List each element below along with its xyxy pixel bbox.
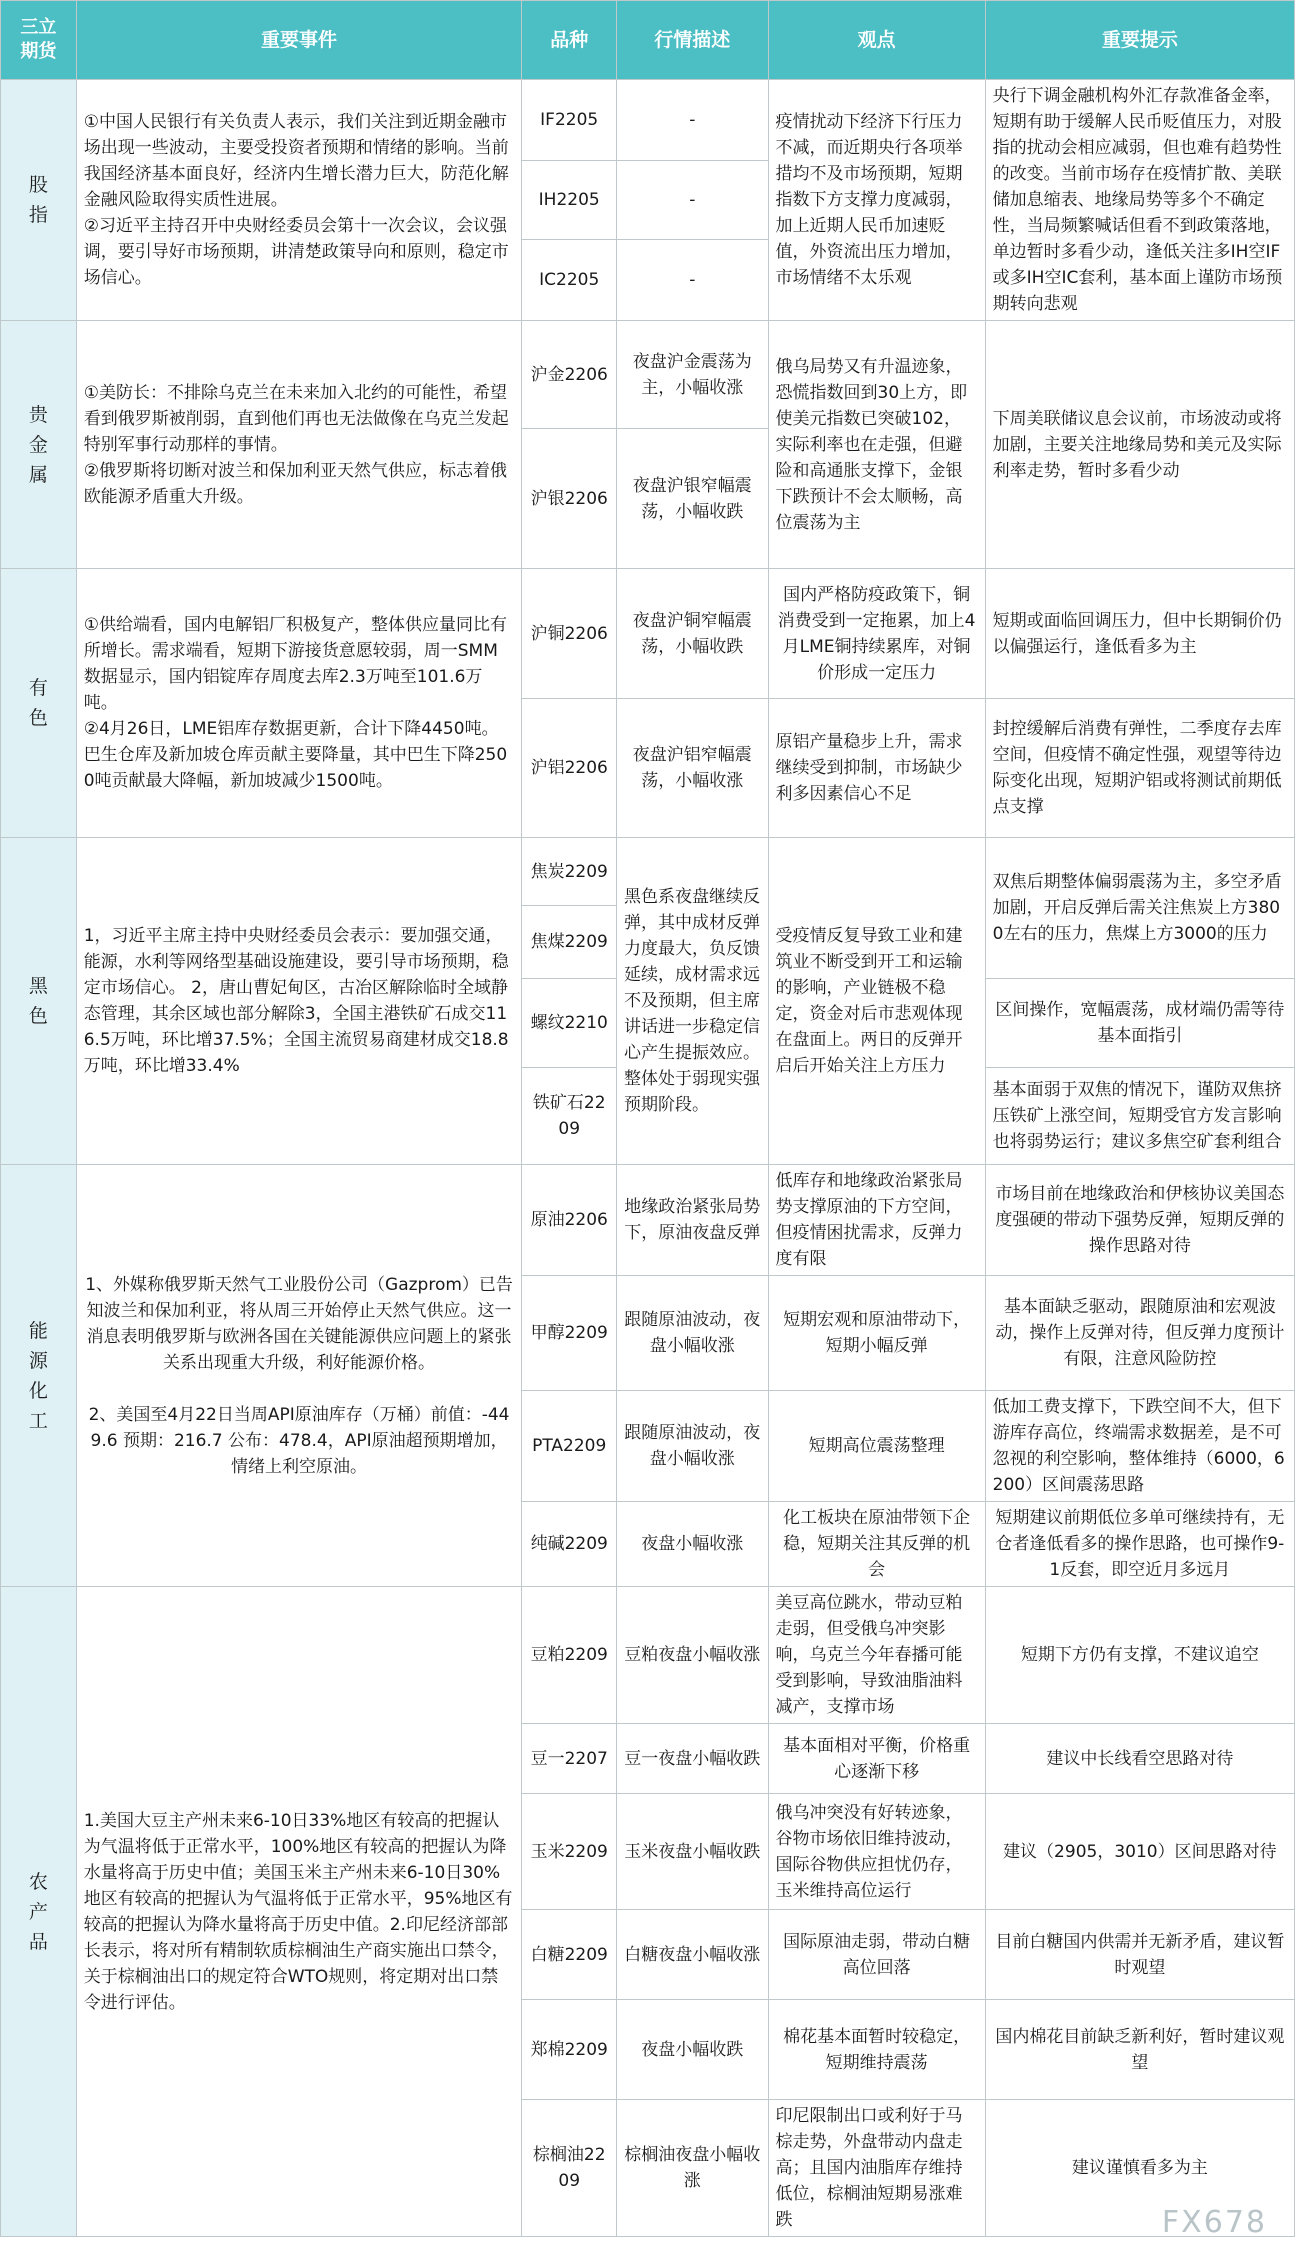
market-cell: 夜盘沪银窄幅震荡，小幅收跌 bbox=[617, 429, 768, 569]
table-row bbox=[1, 838, 1295, 906]
tip-cell: 央行下调金融机构外汇存款准备金率，短期有助于缓解人民币贬值压力，对股指的扰动会相应减弱，但也难有趋势性的改变。当前市场存在疫情扩散、美联储加息缩表、地缘局势等多个不确定性，当局频繁喊话但看不到政策落地，单边暂时多看少动，逢低关注多IH空IF或多IH空IC套利，基本面上谨防市场预期转向悲观 bbox=[985, 80, 1294, 321]
view-cell: 受疫情反复导致工业和建筑业不断受到开工和运输的影响，产业链极不稳定，资金对后市悲观体现在盘面上。两日的反弹开启后开始关注上方压力 bbox=[768, 838, 985, 1165]
tip-cell: 建议（2905，3010）区间思路对待 bbox=[985, 1794, 1294, 1910]
event-precious-metals: ①美防长：不排除乌克兰在未来加入北约的可能性，希望看到俄罗斯被削弱，直到他们再也无法做像在乌克兰发起特别军事行动那样的事情。 ②俄罗斯将切断对波兰和保加利亚天然气供应，标志着俄欧能源矛盾重大升级。 bbox=[76, 321, 522, 569]
tip-cell: 建议谨慎看多为主 bbox=[985, 2100, 1294, 2237]
market-cell: - bbox=[617, 160, 768, 239]
brand-logo: 三立 期货 bbox=[1, 1, 77, 80]
variety-cell: 郑棉2209 bbox=[522, 2000, 617, 2100]
market-cell: 玉米夜盘小幅收跌 bbox=[617, 1794, 768, 1910]
tip-cell: 建议中长线看空思路对待 bbox=[985, 1724, 1294, 1794]
variety-cell: 纯碱2209 bbox=[522, 1502, 617, 1587]
view-cell: 国内严格防疫政策下，铜消费受到一定拖累，加上4月LME铜持续累库，对铜价形成一定压力 bbox=[768, 569, 985, 699]
sector-energy-chemical: 能 源 化 工 bbox=[1, 1165, 77, 1587]
tip-cell: 低加工费支撑下，下跌空间不大，但下游库存高位，终端需求数据差，是不可忽视的利空影响，整体维持（6000，6200）区间震荡思路 bbox=[985, 1391, 1294, 1502]
market-cell: 白糖夜盘小幅收涨 bbox=[617, 1910, 768, 2000]
sector-ferrous: 黑 色 bbox=[1, 838, 77, 1165]
view-cell: 短期高位震荡整理 bbox=[768, 1391, 985, 1502]
variety-cell: 沪铝2206 bbox=[522, 699, 617, 838]
table-row bbox=[1, 569, 1295, 699]
tip-cell: 短期建议前期低位多单可继续持有，无仓者逢低看多的操作思路，也可操作9-1反套，即空近月多远月 bbox=[985, 1502, 1294, 1587]
tip-cell: 目前白糖国内供需并无新矛盾，建议暂时观望 bbox=[985, 1910, 1294, 2000]
variety-cell: IF2205 bbox=[522, 80, 617, 161]
tip-cell: 市场目前在地缘政治和伊核协议美国态度强硬的带动下强势反弹，短期反弹的操作思路对待 bbox=[985, 1165, 1294, 1276]
variety-cell: 甲醇2209 bbox=[522, 1276, 617, 1391]
variety-cell: 棕榈油2209 bbox=[522, 2100, 617, 2237]
variety-cell: IC2205 bbox=[522, 240, 617, 321]
event-energy-chemical: 1、外媒称俄罗斯天然气工业股份公司（Gazprom）已告知波兰和保加利亚，将从周三开始停止天然气供应。这一消息表明俄罗斯与欧洲各国在关键能源供应问题上的紧张关系出现重大升级，利好能源价格。 2、美国至4月22日当周API原油库存（万桶）前值：-449.6 预期：216.7 公布：478.4，API原油超预期增加，情绪上利空原油。 bbox=[76, 1165, 522, 1587]
sector-nonferrous: 有 色 bbox=[1, 569, 77, 838]
market-cell: - bbox=[617, 240, 768, 321]
market-cell: 黑色系夜盘继续反弹，其中成材反弹力度最大，负反馈延续，成材需求远不及预期，但主席讲话进一步稳定信心产生提振效应。整体处于弱现实强预期阶段。 bbox=[617, 838, 768, 1165]
view-cell: 俄乌冲突没有好转迹象，谷物市场依旧维持波动，国际谷物供应担忧仍存，玉米维持高位运行 bbox=[768, 1794, 985, 1910]
market-cell: 夜盘沪铜窄幅震荡，小幅收跌 bbox=[617, 569, 768, 699]
variety-cell: 螺纹2210 bbox=[522, 979, 617, 1068]
market-cell: 跟随原油波动，夜盘小幅收涨 bbox=[617, 1391, 768, 1502]
table-row bbox=[1, 321, 1295, 429]
view-cell: 低库存和地缘政治紧张局势支撑原油的下方空间，但疫情困扰需求，反弹力度有限 bbox=[768, 1165, 985, 1276]
tip-cell: 短期或面临回调压力，但中长期铜价仍以偏强运行，逢低看多为主 bbox=[985, 569, 1294, 699]
variety-cell: 焦炭2209 bbox=[522, 838, 617, 906]
header-variety: 品种 bbox=[522, 1, 617, 80]
view-cell: 化工板块在原油带领下企稳，短期关注其反弹的机会 bbox=[768, 1502, 985, 1587]
tip-cell: 封控缓解后消费有弹性，二季度存去库空间，但疫情不确定性强，观望等待边际变化出现，短期沪铝或将测试前期低点支撑 bbox=[985, 699, 1294, 838]
variety-cell: 焦煤2209 bbox=[522, 906, 617, 979]
market-cell: - bbox=[617, 80, 768, 161]
view-cell: 短期宏观和原油带动下，短期小幅反弹 bbox=[768, 1276, 985, 1391]
tip-cell: 双焦后期整体偏弱震荡为主，多空矛盾加剧，开启反弹后需关注焦炭上方3800左右的压力，焦煤上方3000的压力 bbox=[985, 838, 1294, 979]
tip-cell: 基本面缺乏驱动，跟随原油和宏观波动，操作上反弹对待，但反弹力度预计有限，注意风险防控 bbox=[985, 1276, 1294, 1391]
tip-cell: 短期下方仍有支撑，不建议追空 bbox=[985, 1587, 1294, 1724]
event-stock-index: ①中国人民银行有关负责人表示，我们关注到近期金融市场出现一些波动，主要受投资者预期和情绪的影响。当前我国经济基本面良好，经济内生增长潜力巨大，防范化解金融风险取得实质性进展。 ②习近平主持召开中央财经委员会第十一次会议，会议强调，要引导好市场预期，讲清楚政策导向和原则，稳定市场信心。 bbox=[76, 80, 522, 321]
table-row bbox=[1, 80, 1295, 161]
variety-cell: 玉米2209 bbox=[522, 1794, 617, 1910]
table-header bbox=[1, 1, 1295, 80]
market-cell: 棕榈油夜盘小幅收涨 bbox=[617, 2100, 768, 2237]
view-cell: 美豆高位跳水，带动豆粕走弱，但受俄乌冲突影响，乌克兰今年春播可能受到影响，导致油脂油料减产，支撑市场 bbox=[768, 1587, 985, 1724]
sector-agriculture: 农 产 品 bbox=[1, 1587, 77, 2237]
variety-cell: 白糖2209 bbox=[522, 1910, 617, 2000]
event-nonferrous: ①供给端看，国内电解铝厂积极复产，整体供应量同比有所增长。需求端看，短期下游接货意愿较弱，周一SMM数据显示，国内铝锭库存周度去库2.3万吨至101.6万吨。 ②4月26日，LME铝库存数据更新，合计下降4450吨。巴生仓库及新加坡仓库贡献主要降量，其中巴生下降2500吨贡献最大降幅，新加坡减少1500吨。 bbox=[76, 569, 522, 838]
market-cell: 夜盘沪铝窄幅震荡，小幅收涨 bbox=[617, 699, 768, 838]
table-row bbox=[1, 1165, 1295, 1276]
market-cell: 夜盘小幅收跌 bbox=[617, 2000, 768, 2100]
variety-cell: PTA2209 bbox=[522, 1391, 617, 1502]
sector-stock-index: 股 指 bbox=[1, 80, 77, 321]
variety-cell: 铁矿石2209 bbox=[522, 1068, 617, 1165]
tip-cell: 国内棉花目前缺乏新利好，暂时建议观望 bbox=[985, 2000, 1294, 2100]
header-tip: 重要提示 bbox=[985, 1, 1294, 80]
variety-cell: 沪金2206 bbox=[522, 321, 617, 429]
event-agriculture: 1.美国大豆主产州未来6-10日33%地区有较高的把握认为气温将低于正常水平，100%地区有较高的把握认为降水量将高于历史中值；美国玉米主产州未来6-10日30%地区有较高的把握认为气温将低于正常水平，95%地区有较高的把握认为降水量将高于历史中值。2.印尼经济部部长表示，将对所有精制软质棕榈油生产商实施出口禁令，关于棕榈油出口的规定符合WTO规则，将定期对出口禁令进行评估。 bbox=[76, 1587, 522, 2237]
market-cell: 跟随原油波动，夜盘小幅收涨 bbox=[617, 1276, 768, 1391]
view-cell: 棉花基本面暂时较稳定，短期维持震荡 bbox=[768, 2000, 985, 2100]
market-cell: 豆一夜盘小幅收跌 bbox=[617, 1724, 768, 1794]
watermark-logo: FX678 bbox=[1161, 2205, 1267, 2240]
view-cell: 印尼限制出口或利好于马棕走势，外盘带动内盘走高；且国内油脂库存维持低位，棕榈油短期易涨难跌 bbox=[768, 2100, 985, 2237]
variety-cell: 沪银2206 bbox=[522, 429, 617, 569]
header-event: 重要事件 bbox=[76, 1, 522, 80]
tip-cell: 区间操作，宽幅震荡，成材端仍需等待基本面指引 bbox=[985, 979, 1294, 1068]
sector-precious-metals: 贵 金 属 bbox=[1, 321, 77, 569]
table-row bbox=[1, 1587, 1295, 1724]
variety-cell: 原油2206 bbox=[522, 1165, 617, 1276]
market-cell: 地缘政治紧张局势下，原油夜盘反弹 bbox=[617, 1165, 768, 1276]
variety-cell: 豆粕2209 bbox=[522, 1587, 617, 1724]
variety-cell: IH2205 bbox=[522, 160, 617, 239]
tip-cell: 基本面弱于双焦的情况下，谨防双焦挤压铁矿上涨空间，短期受官方发言影响也将弱势运行；建议多焦空矿套利组合 bbox=[985, 1068, 1294, 1165]
view-cell: 疫情扰动下经济下行压力不减，而近期央行各项举措均不及市场预期，短期指数下方支撑力度减弱，加上近期人民币加速贬值，外资流出压力增加，市场情绪不太乐观 bbox=[768, 80, 985, 321]
variety-cell: 豆一2207 bbox=[522, 1724, 617, 1794]
event-ferrous: 1，习近平主席主持中央财经委员会表示：要加强交通，能源，水利等网络型基础设施建设，要引导市场预期，稳定市场信心。 2，唐山曹妃甸区，古冶区解除临时全域静态管理，其余区域也部分解除3，全国主港铁矿石成交116.5万吨，环比增37.5%；全国主流贸易商建材成交18.8万吨，环比增33.4% bbox=[76, 838, 522, 1165]
variety-cell: 沪铜2206 bbox=[522, 569, 617, 699]
tip-cell: 下周美联储议息会议前，市场波动或将加剧，主要关注地缘局势和美元及实际利率走势，暂时多看少动 bbox=[985, 321, 1294, 569]
market-cell: 夜盘沪金震荡为主，小幅收涨 bbox=[617, 321, 768, 429]
header-market: 行情描述 bbox=[617, 1, 768, 80]
view-cell: 俄乌局势又有升温迹象，恐慌指数回到30上方，即使美元指数已突破102，实际利率也在走强，但避险和高通胀支撑下，金银下跌预计不会太顺畅，高位震荡为主 bbox=[768, 321, 985, 569]
view-cell: 国际原油走弱，带动白糖高位回落 bbox=[768, 1910, 985, 2000]
view-cell: 基本面相对平衡，价格重心逐渐下移 bbox=[768, 1724, 985, 1794]
market-cell: 夜盘小幅收涨 bbox=[617, 1502, 768, 1587]
header-view: 观点 bbox=[768, 1, 985, 80]
view-cell: 原铝产量稳步上升，需求继续受到抑制，市场缺少利多因素信心不足 bbox=[768, 699, 985, 838]
market-cell: 豆粕夜盘小幅收涨 bbox=[617, 1587, 768, 1724]
